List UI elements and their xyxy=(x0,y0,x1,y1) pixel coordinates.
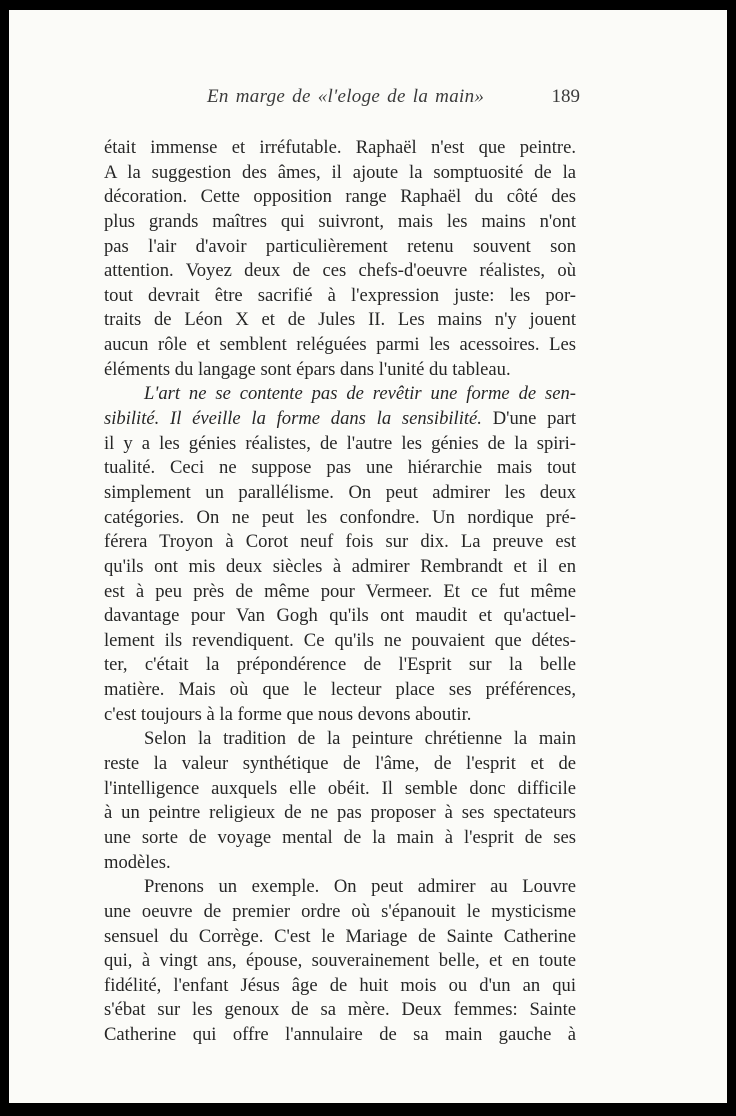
text-phrase: D'une part xyxy=(492,408,576,430)
text-line: lement ils revendiquent. Ce qu'ils ne pouvaient que détes- xyxy=(104,629,576,651)
text-line: éléments du langage sont épars dans l'unité du tableau. xyxy=(104,358,511,380)
text-line: pas l'air d'avoir particulièrement retenu souvent son xyxy=(104,235,576,257)
text-line: est à peu près de même pour Vermeer. Et ce fut même xyxy=(104,580,576,602)
text-line: tualité. Ceci ne suppose pas une hiérarchie mais tout xyxy=(104,457,576,479)
text-line: c'est toujours à la forme que nous devons aboutir. xyxy=(104,703,472,725)
text-line: s'ébat sur les genoux de sa mère. Deux femmes: Sainte xyxy=(104,999,576,1021)
page-header xyxy=(105,86,585,116)
paragraph-2 xyxy=(104,382,576,727)
text-line: qui, à vingt ans, épouse, souverainement belle, et en toute xyxy=(104,950,576,972)
text-line: traits de Léon X et de Jules II. Les mains n'y jouent xyxy=(104,309,576,331)
text-line: l'intelligence auxquels elle obéit. Il semble donc difficile xyxy=(104,777,576,799)
text-line: Catherine qui offre l'annulaire de sa main gauche à xyxy=(104,1024,576,1046)
text-line: décoration. Cette opposition range Raphaël du côté des xyxy=(104,186,576,208)
text-line: était immense et irréfutable. Raphaël n'est que peintre. xyxy=(104,137,576,158)
text-line: attention. Voyez deux de ces chefs-d'oeuvre réalistes, où xyxy=(104,260,576,282)
text-line: plus grands maîtres qui suivront, mais les mains n'ont xyxy=(104,210,576,232)
body-text xyxy=(104,136,576,1048)
text-line: qu'ils ont mis deux siècles à admirer Rembrandt et il en xyxy=(104,555,576,577)
text-line: fidélité, l'enfant Jésus âge de huit mois ou d'un an qui xyxy=(104,974,576,996)
text-line: il y a les génies réalistes, de l'autre les génies de la spiri- xyxy=(104,432,576,454)
text-line: Prenons un exemple. On peut admirer au Louvre xyxy=(144,876,576,898)
text-line: tout devrait être sacrifié à l'expression juste: les por- xyxy=(104,284,576,306)
text-line-italic: L'art ne se contente pas de revêtir une forme de sen- xyxy=(144,383,576,405)
text-line: reste la valeur synthétique de l'âme, de l'esprit et de xyxy=(104,753,576,775)
page-number: 189 xyxy=(551,86,580,107)
text-line: davantage pour Van Gogh qu'ils ont maudit et qu'actuel- xyxy=(104,605,576,627)
text-line: A la suggestion des âmes, il ajoute la somptuosité de la xyxy=(104,161,576,183)
text-line: à un peintre religieux de ne pas proposer à ses spectateurs xyxy=(104,802,576,824)
text-line: une sorte de voyage mental de la main à l'esprit de ses xyxy=(104,826,576,848)
text-line: Selon la tradition de la peinture chrétienne la main xyxy=(144,728,576,750)
paragraph-4 xyxy=(104,875,576,1047)
text-line: une oeuvre de premier ordre où s'épanouit le mysticisme xyxy=(104,900,576,922)
text-line: simplement un parallélisme. On peut admirer les deux xyxy=(104,481,576,503)
running-title: En marge de «l'eloge de la main» xyxy=(207,86,485,107)
text-line: ter, c'était la prépondérence de l'Esprit sur la belle xyxy=(104,654,576,676)
text-line: sensuel du Corrège. C'est le Mariage de Sainte Catherine xyxy=(104,925,576,947)
text-line: modèles. xyxy=(104,851,171,873)
text-line: matière. Mais où que le lecteur place ses préférences, xyxy=(104,679,576,701)
italic-phrase: sibilité. Il éveille la forme dans la sensibilité. xyxy=(104,408,482,430)
text-line xyxy=(104,407,576,432)
paragraph-1 xyxy=(104,136,576,382)
text-line: catégories. On ne peut les confondre. Un nordique pré- xyxy=(104,506,576,528)
text-line: aucun rôle et semblent reléguées parmi les acessoires. Les xyxy=(104,334,576,356)
paragraph-3 xyxy=(104,727,576,875)
text-line: férera Troyon à Corot neuf fois sur dix. La preuve est xyxy=(104,531,576,553)
